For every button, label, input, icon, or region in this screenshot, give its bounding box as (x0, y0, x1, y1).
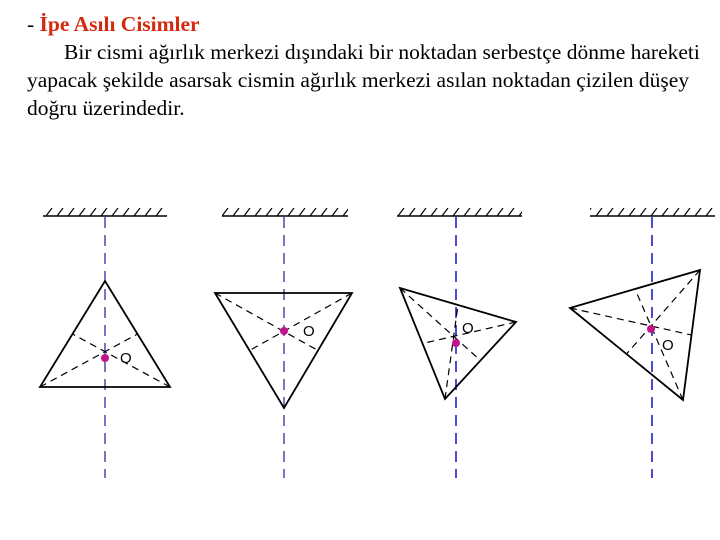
body-paragraph: Bir cismi ağırlık merkezi dışındaki bir noktadan serbestçe dönme hareketi yapacak şekilde asarsak cismin ağırlık merkezi asılan noktadan çizilen düşey doğru üzerindedir. (27, 40, 700, 120)
figure-1 (40, 208, 170, 478)
heading-title: İpe Asılı Cisimler (39, 12, 200, 36)
point-label-o-4: O (662, 337, 674, 354)
figure-3 (397, 208, 522, 478)
ceiling-2 (222, 208, 348, 216)
point-label-o-2: O (303, 323, 315, 340)
figure-2 (215, 208, 352, 478)
ceiling-3 (397, 208, 522, 216)
centroid-dot-3 (452, 339, 460, 347)
ceiling-1 (43, 208, 167, 216)
medians-4 (570, 270, 700, 400)
point-label-o-3: O (462, 320, 474, 337)
figure-4 (570, 208, 715, 478)
medians-2 (215, 293, 352, 351)
heading-dash: - (27, 12, 40, 36)
centroid-dot-4 (647, 325, 655, 333)
centroid-dot-1 (101, 354, 109, 362)
centroid-dot-2 (280, 327, 288, 335)
point-label-o-1: O (120, 350, 132, 367)
ceiling-4 (590, 208, 715, 216)
